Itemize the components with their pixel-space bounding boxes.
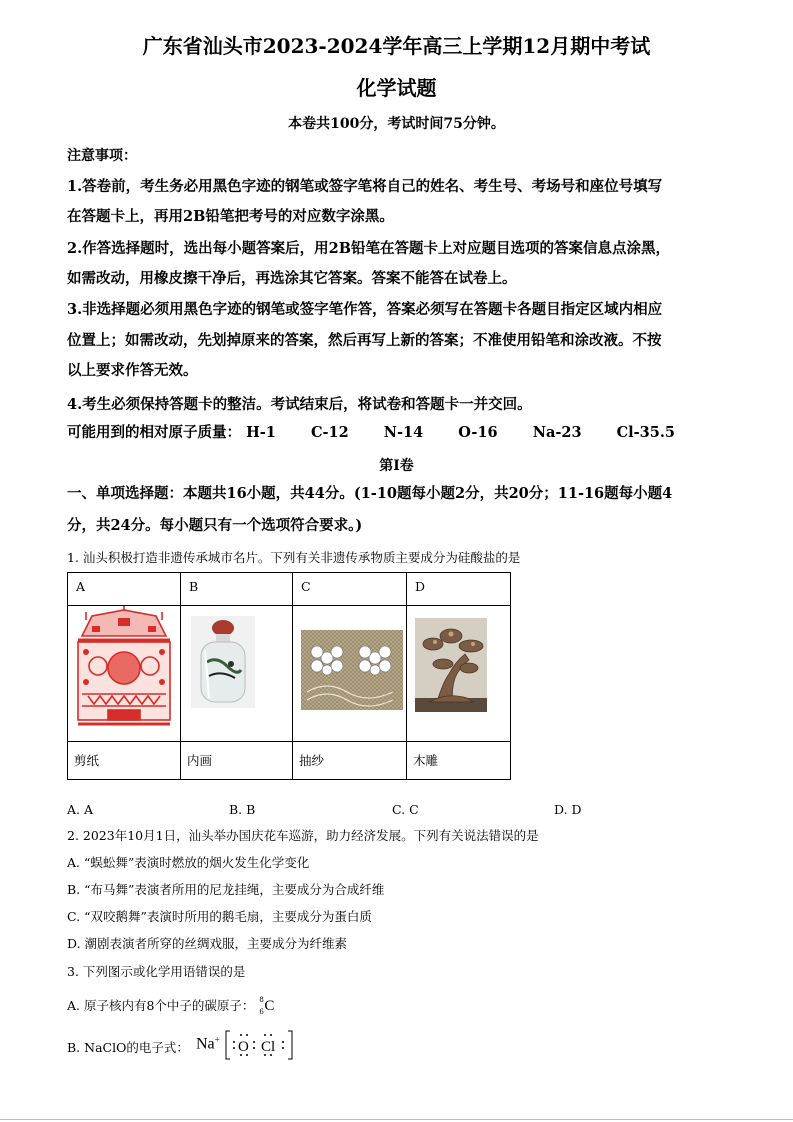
exam-info: 本卷共100分，考试时间75分钟。 [288, 116, 505, 132]
q1-stem: 1. 汕头积极打造非遗传承城市名片。下列有关非遗传承物质主要成分为硅酸盐的是 [67, 550, 521, 565]
sodium-cation: Na [196, 1035, 215, 1053]
q1-image-cell-c [293, 606, 407, 742]
q1-image-cell-a [68, 606, 181, 742]
q1-answer-c: C. C [392, 802, 419, 817]
notice-item-1-line-1: 1.答卷前，考生务必用黑色字迹的钢笔或签字笔将自己的姓名、考生号、考场号和座位号填写 [67, 178, 663, 195]
isotope-symbol: C [264, 997, 275, 1014]
q1-image-cell-b [181, 606, 293, 742]
q1-label-d: 木雕 [407, 742, 511, 780]
q1-label-a: 剪纸 [68, 742, 181, 780]
q1-answer-a: A. A [67, 802, 94, 817]
notice-heading: 注意事项： [67, 148, 137, 164]
q1-header-d: D [407, 573, 511, 606]
exam-title: 广东省汕头市2023-2024学年高三上学期12月期中考试 [142, 34, 651, 58]
atomic-masses-label: 可能用到的相对原子质量： [67, 424, 241, 441]
q1-label-b: 内画 [181, 742, 293, 780]
atomic-mass-item: Na-23 [532, 424, 582, 441]
notice-item-2-line-2: 如需改动，用橡皮擦干净后，再选涂其它答案。答案不能答在试卷上。 [67, 270, 517, 287]
notice-item-3-line-2: 位置上；如需改动，先划掉原来的答案，然后再写上新的答案；不准使用铅笔和涂改液。不按 [67, 332, 662, 349]
atomic-mass-item: Cl-35.5 [616, 424, 675, 441]
notice-item-4: 4.考生必须保持答题卡的整洁。考试结束后，将试卷和答题卡一并交回。 [67, 396, 532, 413]
exam-subtitle: 化学试题 [356, 76, 437, 100]
section-heading: 第Ⅰ卷 [379, 458, 414, 474]
q2-stem: 2. 2023年10月1日，汕头举办国庆花车巡游，助力经济发展。下列有关说法错误的是 [67, 828, 539, 843]
q1-header-a: A [68, 573, 181, 606]
drawn-lace-image [293, 606, 406, 738]
wood-carving-image [407, 606, 510, 738]
q3-option-b [67, 1038, 189, 1056]
atomic-masses [67, 421, 705, 442]
q1-answer-d: D. D [554, 802, 582, 817]
atomic-mass-item: H-1 [246, 424, 276, 441]
notice-item-3-line-3: 以上要求作答无效。 [67, 362, 198, 379]
q2-option-a: A. “蜈蚣舞”表演时燃放的烟火发生化学变化 [67, 855, 310, 870]
atomic-mass-item: N-14 [383, 424, 424, 441]
atomic-mass-item: C-12 [310, 424, 349, 441]
q1-image-cell-d [407, 606, 511, 742]
q1-answer-b: B. B [229, 802, 256, 817]
anion-bracket-icon [224, 1030, 294, 1060]
oxygen-symbol: O [237, 1039, 249, 1055]
q1-label-c: 抽纱 [293, 742, 407, 780]
papercut-image [68, 606, 180, 738]
naclo-electron-formula [196, 1030, 294, 1060]
isotope-mass-number: 8 [259, 995, 264, 1004]
q1-header-b: B [181, 573, 293, 606]
q1-header-c: C [293, 573, 407, 606]
q1-option-table [67, 572, 511, 780]
carbon-isotope-notation [258, 995, 278, 1016]
section-desc-line-2: 分，共24分。每小题只有一个选项符合要求。) [67, 517, 363, 534]
q2-option-c: C. “双咬鹅舞”表演时所用的鹅毛扇，主要成分为蛋白质 [67, 909, 372, 924]
notice-item-3-line-1: 3.非选择题必须用黑色字迹的钢笔或签字笔作答，答案必须写在答题卡各题目指定区域内相应 [67, 301, 663, 318]
q3-option-a [67, 996, 278, 1015]
notice-item-1-line-2: 在答题卡上，再用2B铅笔把考号的对应数字涂黑。 [67, 208, 394, 225]
inner-painting-bottle-image [181, 606, 292, 738]
page-bottom-divider [0, 1119, 793, 1120]
q2-option-d: D. 潮剧表演者所穿的丝绸戏服，主要成分为纤维素 [67, 936, 348, 951]
q3-stem: 3. 下列图示或化学用语错误的是 [67, 964, 246, 979]
q3-option-b-text: B. NaClO的电子式： [67, 1040, 189, 1055]
q3-option-a-text: A. 原子核内有8个中子的碳原子： [67, 998, 255, 1013]
q2-option-b: B. “布马舞”表演者所用的尼龙挂绳，主要成分为合成纤维 [67, 882, 385, 897]
isotope-atomic-number: 6 [259, 1007, 264, 1016]
notice-item-2-line-1: 2.作答选择题时，选出每小题答案后，用2B铅笔在答题卡上对应题目选项的答案信息点涂黑， [67, 240, 670, 257]
chlorine-symbol: Cl [260, 1039, 275, 1055]
atomic-mass-item: O-16 [458, 424, 498, 441]
section-desc-line-1: 一、单项选择题：本题共16小题，共44分。(1-10题每小题2分，共20分；11-16题每小题4 [67, 485, 673, 502]
cation-charge: + [214, 1034, 220, 1045]
